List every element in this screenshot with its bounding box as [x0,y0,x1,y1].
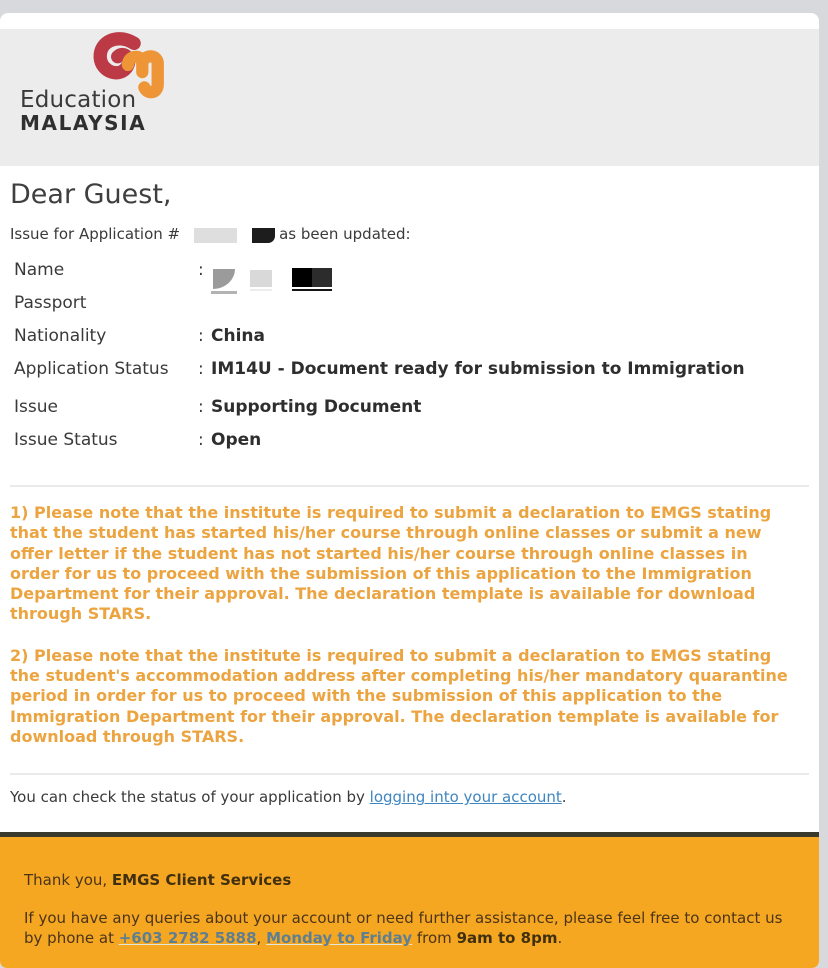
education-malaysia-logo [20,29,200,141]
email-content [0,166,819,806]
notice-paragraph-1: 1) Please note that the institute is required to submit a declaration to EMGS stating that the student has started his/her course through online classes or submit a new offer letter if the student has not started his/her course through online classes in order for us to proceed with the submission of this application to the Immigration Department for their approval. The declaration template is available for download through STARS. [10,503,772,624]
check-status-line [10,788,809,806]
logo-wordmark [20,89,146,133]
redaction-box-light [250,270,272,287]
field-value-issue-status: Open [211,430,262,450]
queries-text: If you have any queries about your account or need further assistance, please feel free to contact us by phone at [24,909,783,948]
intro-prefix: Issue for Application # [10,225,181,243]
field-colon: : [198,359,204,379]
queries-line [24,908,791,948]
field-colon: : [198,397,204,417]
field-label-issue: Issue [14,397,58,417]
field-colon [198,293,211,326]
redaction-box-dark [292,268,332,287]
email-body [0,13,819,968]
intro-suffix: as been updated: [279,225,411,243]
redaction-wedge-underline [211,291,237,294]
phone-number-link[interactable]: +603 2782 5888 [118,929,257,948]
field-value-name [211,260,809,293]
email-header [0,29,819,166]
divider-top [10,485,809,487]
field-label-name: Name [14,260,65,280]
thanks-text: Thank you, [24,871,112,890]
field-colon: : [198,260,204,280]
field-value-passport [211,293,809,326]
field-colon: : [198,430,204,450]
field-label-nationality: Nationality [14,326,107,346]
redaction-box-gray [194,228,237,243]
emgs-client-services: EMGS Client Services [111,871,292,890]
notice-paragraph-2: 2) Please note that the institute is required to submit a declaration to EMGS stating the student's accommodation address after completing his/her mandatory quarantine period in order for us to proceed with the submission of this application to the Immigration Department for their approval. The declaration template is available for download through STARS. [10,645,788,746]
login-account-link[interactable]: logging into your account [369,788,562,807]
name-redactions [211,260,809,293]
hours-text: 9am to 8pm [456,929,558,948]
monday-to-friday-link[interactable]: Monday to Friday [266,929,413,948]
intro-line [10,224,809,243]
field-colon: : [198,326,204,346]
greeting-heading: Dear Guest, [10,179,172,210]
logo-line-malaysia: MALAYSIA [20,111,147,135]
field-label-application-status: Application Status [14,359,169,379]
period-text: . [557,929,563,948]
from-text: from [412,929,457,948]
check-status-text: You can check the status of your application by [10,788,370,807]
logo-line-education: Education [20,87,137,113]
application-fields [10,260,809,392]
thank-you-line [24,871,791,889]
check-status-period: . [561,788,567,807]
issue-fields [10,397,809,463]
redaction-box-dark-underline [292,289,332,291]
page [0,13,828,948]
field-label-issue-status: Issue Status [14,430,118,450]
separator-text: , [256,929,267,948]
email-footer [0,837,819,968]
field-label-passport: Passport [14,293,87,313]
field-value-issue: Supporting Document [211,397,422,417]
redaction-wedge [213,269,235,289]
field-value-nationality: China [211,326,265,346]
divider-bottom [10,773,809,775]
field-value-application-status: IM14U - Document ready for submission to Immigration [211,359,745,379]
redaction-box-black [252,228,275,243]
redaction-box-light-underline [250,289,272,291]
